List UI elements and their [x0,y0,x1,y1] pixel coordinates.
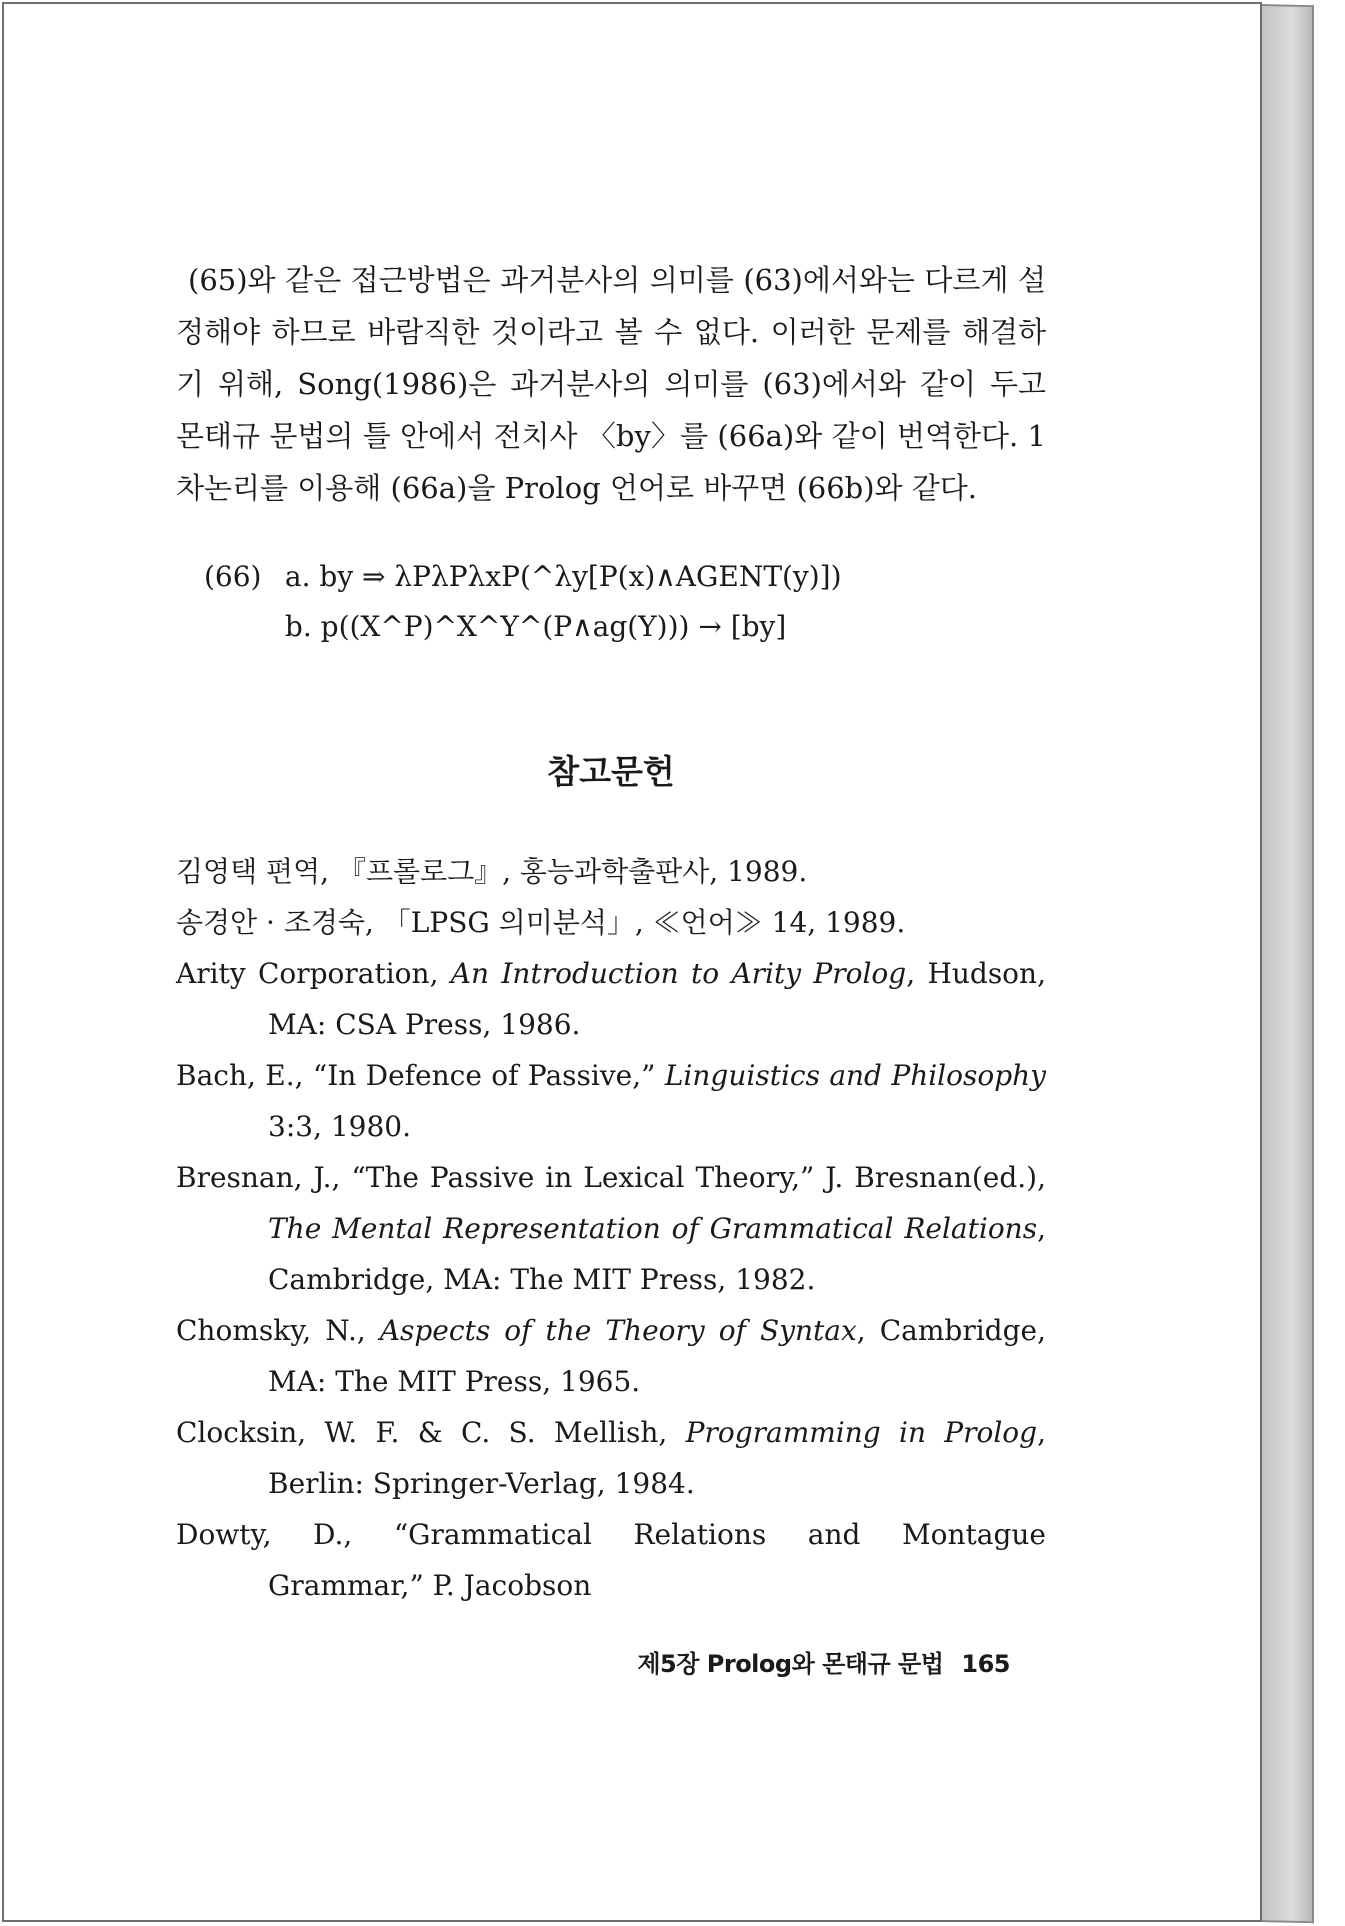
example-a-text: by ⇒ λPλPλxP(^λy[P(x)∧AGENT(y)]) [319,560,842,593]
example-b-label: b. [284,610,312,643]
reference-item: Clocksin, W. F. & C. S. Mellish, Programming in Prolog, Berlin: Springer-Verlag, 1984. [176,1416,1046,1500]
section-title: 참고문헌 [547,752,675,791]
reference-item: Chomsky, N., Aspects of the Theory of Syntax, Cambridge, MA: The MIT Press, 1965. [176,1314,1046,1398]
reference-item: Dowty, D., “Grammatical Relations and Montague Grammar,” P. Jacobson [176,1518,1046,1602]
example-number: (66) [204,560,262,593]
reference-item: 김영택 편역, 『프롤로그』, 홍능과학출판사, 1989. [176,855,808,888]
running-footer [637,1644,1010,1679]
reference-item: Bresnan, J., “The Passive in Lexical Theory,” J. Bresnan(ed.), The Mental Representation of Grammatical Relations, Cambridge, MA: The MIT Press, 1982. [176,1161,1046,1296]
example-line-a [176,552,1046,602]
page-edge-shadow [1262,4,1314,1923]
reference-item: Bach, E., “In Defence of Passive,” Linguistics and Philosophy 3:3, 1980. [176,1059,1046,1143]
body-paragraph: (65)와 같은 접근방법은 과거분사의 의미를 (63)에서와는 다르게 설정해야 하므로 바람직한 것이라고 볼 수 없다. 이러한 문제를 해결하기 위해, Song(1986)은 과거분사의 의미를 (63)에서와 같이 두고 몬태규 문법의 틀 안에서 전치사 〈by〉를 (66a)와 같이 번역한다. 1차논리를 이용해 (66a)을 Prolog 언어로 바꾸면 (66b)와 같다. [176,263,1046,505]
example-line-b [176,602,1046,652]
example-b-text: p((X^P)^X^Y^(P∧ag(Y))) → [by] [320,610,787,643]
reference-list [176,846,1046,1611]
page-content [176,254,1046,1611]
example-66 [176,552,1046,652]
footer-chapter: 제5장 Prolog와 몬태규 문법 [637,1650,944,1678]
example-a-label: a. [284,560,311,593]
page [2,2,1262,1922]
reference-item: Arity Corporation, An Introduction to Arity Prolog, Hudson, MA: CSA Press, 1986. [176,957,1046,1041]
reference-item: 송경안 · 조경숙, 「LPSG 의미분석」, ≪언어≫ 14, 1989. [176,906,906,939]
page-number: 165 [961,1650,1010,1678]
